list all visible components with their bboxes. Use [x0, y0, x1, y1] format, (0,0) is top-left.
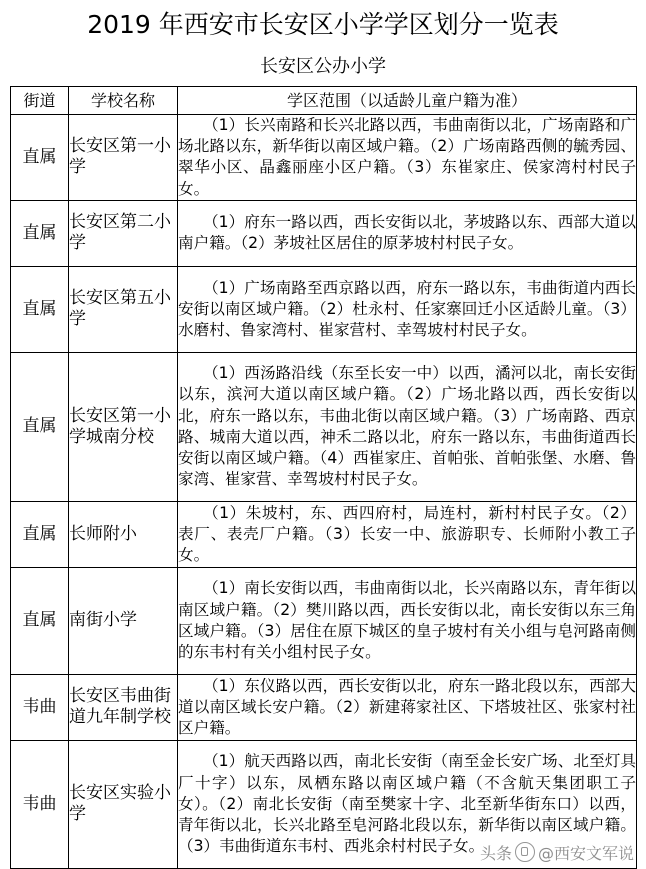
toutiao-logo-icon: [515, 842, 535, 862]
school-name-cell: 长安区第一小学城南分校: [69, 352, 178, 501]
watermark-prefix: 头条: [479, 844, 512, 863]
district-scope-cell: （1）府东一路以西，西长安街以北，茅坡路以东、西部大道以南户籍。（2）茅坡社区居住的原茅坡村村民子女。: [178, 200, 637, 266]
school-name-cell: 长安区第五小学: [69, 266, 178, 352]
street-cell: 直属: [11, 567, 69, 674]
school-name-cell: 长安区第一小学: [69, 115, 178, 201]
district-scope-cell: （1）南长安街以西，韦曲南街以北，长兴南路以东，青年街以南区域户籍。（2）樊川路以西，西长安街以北，南长安街以东三角区域户籍。（3）居住在原下城区的皇子坡村有关小组与皂河路南侧的东韦村有关小组村民子女。: [178, 567, 637, 674]
street-cell: 韦曲: [11, 674, 69, 740]
table-row: [11, 674, 637, 740]
header-street: 街道: [11, 87, 69, 115]
district-scope-cell: （1）西汤路沿线（东至长安一中）以西，潏河以北，南长安街以东，滨河大道以南区域户籍。（2）广场北路以西，西长安街以北，府东一路以东，韦曲北街以南区域户籍。（3）广场南路、西京路、城南大道以西，神禾二路以北，府东一路以东，韦曲街道西长安街以南区域户籍。（4）西崔家庄、首帕张、首帕张堡、水磨、鲁家湾、崔家营、幸驾坡村村民子女。: [178, 352, 637, 501]
watermark-handle: @西安文军说: [537, 844, 634, 863]
page-title: 2019 年西安市长安区小学学区划分一览表: [87, 10, 559, 39]
watermark: [480, 842, 634, 865]
district-scope-cell: （1）航天西路以西，南北长安街（南至金长安广场、北至灯具厂十字）以东，凤栖东路以南区域户籍（不含航天集团职工子女）。（2）南北长安街（南至樊家十字、北至新华街东口）以西，青年街以北，长兴北路至皂河路北段以东，新华街以南区域户籍。（3）韦曲街道东韦村、西兆余村村民子女。: [178, 740, 637, 868]
district-scope-cell: （1）东仪路以西，西长安街以北，府东一路北段以东，西部大道以南区域长安户籍。（2）新建蒋家社区、下塔坡社区、张家村社区户籍。: [178, 674, 637, 740]
table-row: [11, 352, 637, 501]
street-cell: 直属: [11, 266, 69, 352]
school-name-cell: 长师附小: [69, 501, 178, 567]
district-scope-cell: （1）广场南路至西京路以西，府东一路以东，韦曲街道内西长安街以南区域户籍。（2）杜永村、任家寨回迁小区适龄儿童。（3）水磨村、鲁家湾村、崔家营村、幸驾坡村村民子女。: [178, 266, 637, 352]
table-subtitle: 长安区公办小学: [260, 56, 386, 77]
district-scope-cell: （1）朱坡村，东、西四府村，局连村，新村村民子女。（2）表厂、表壳厂户籍。（3）长安一中、旅游职专、长师附小教工子女。: [178, 501, 637, 567]
street-cell: 直属: [11, 115, 69, 201]
school-name-cell: 长安区第二小学: [69, 200, 178, 266]
table-row: [11, 567, 637, 674]
street-cell: 直属: [11, 352, 69, 501]
header-district-scope: 学区范围（以适龄儿童户籍为准）: [178, 87, 637, 115]
table-row: [11, 200, 637, 266]
district-scope-cell: （1）长兴南路和长兴北路以西，韦曲南街以北，广场南路和广场北路以东，新华街以南区域户籍。（2）广场南路西侧的毓秀园、翠华小区、晶鑫丽座小区户籍。（3）东崔家庄、侯家湾村村民子女。: [178, 115, 637, 201]
street-cell: 直属: [11, 200, 69, 266]
school-name-cell: 长安区实验小学: [69, 740, 178, 868]
table-row: [11, 115, 637, 201]
table-row: [11, 266, 637, 352]
table-header-row: [11, 87, 637, 115]
school-name-cell: 南街小学: [69, 567, 178, 674]
school-district-table: [10, 86, 637, 869]
header-school-name: 学校名称: [69, 87, 178, 115]
street-cell: 韦曲: [11, 740, 69, 868]
school-name-cell: 长安区韦曲街道九年制学校: [69, 674, 178, 740]
street-cell: 直属: [11, 501, 69, 567]
table-row: [11, 501, 637, 567]
